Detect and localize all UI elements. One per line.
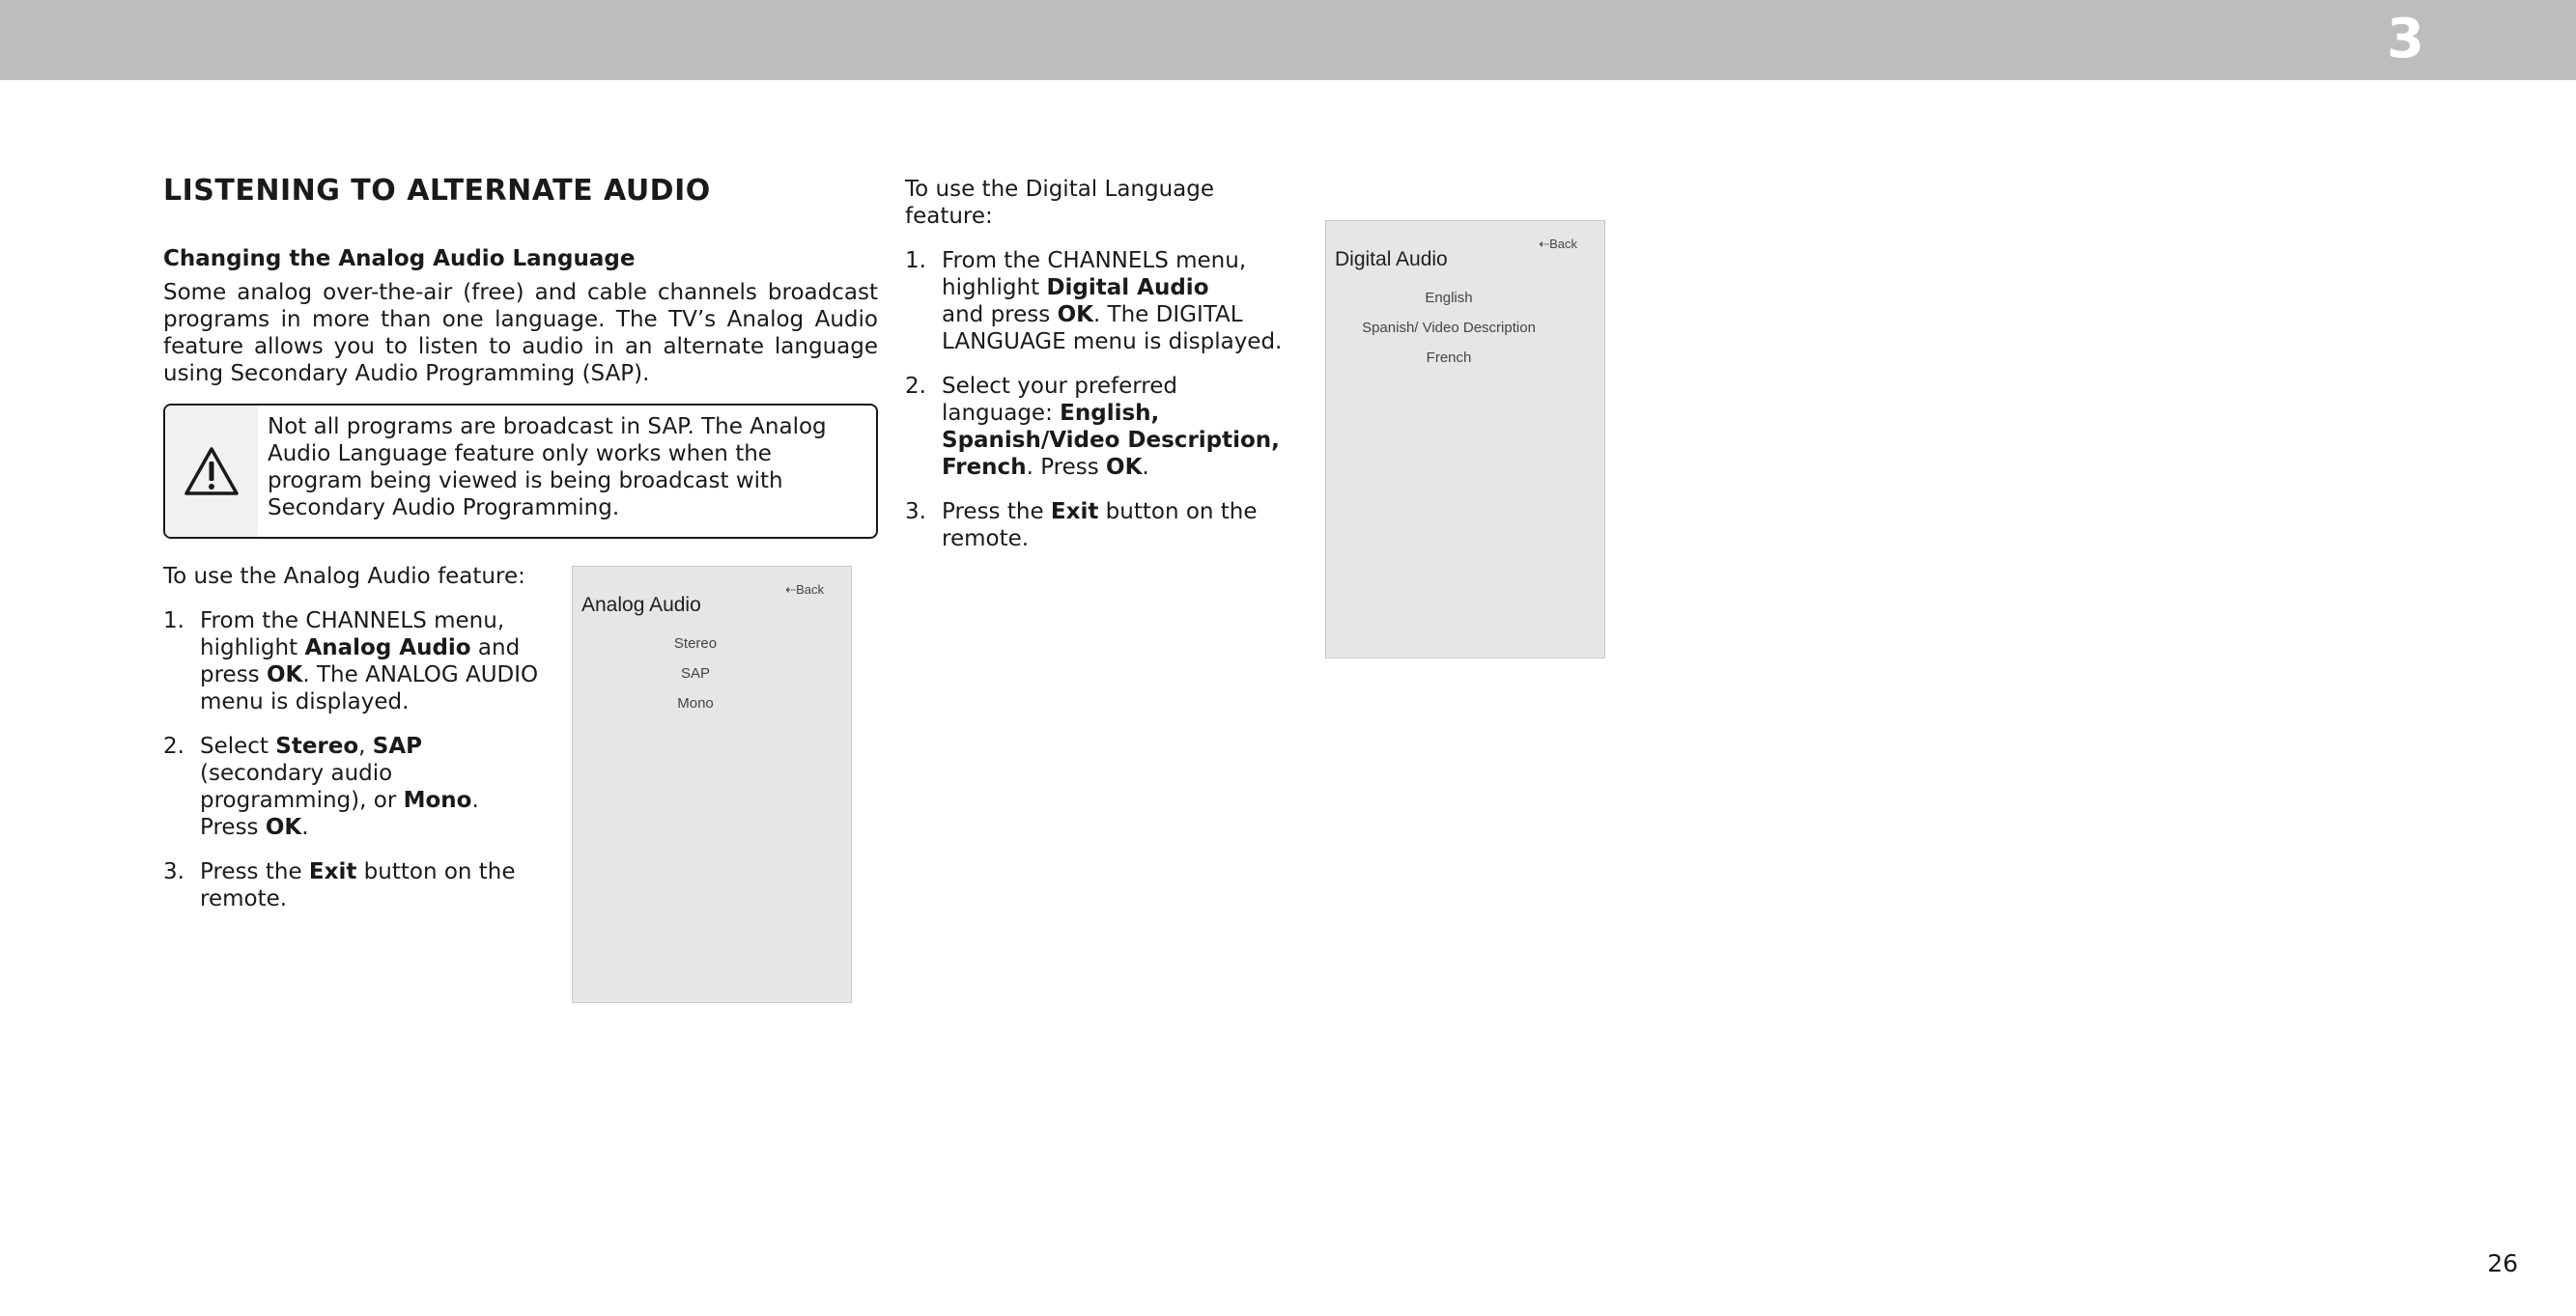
step-text: . Press [200,788,479,840]
menu-options [556,629,835,718]
step-bold: OK [265,815,302,840]
step-bold: Stereo [275,734,359,759]
step-number: 2. [905,374,926,399]
step-text: From the CHANNELS menu, highlight [200,608,505,660]
step-text: Select your preferred language: [942,374,1177,426]
list-item [163,858,540,912]
list-item [905,373,1291,481]
menu-back-label: ⇠Back [785,582,824,597]
menu-option-stereo: Stereo [673,635,718,652]
step-text: Press the [942,499,1051,524]
menu-option-french: French [1426,350,1472,366]
step-bold: Digital Audio [1046,275,1209,300]
step-bold: OK [1057,302,1093,327]
list-item [163,733,540,841]
step-bold: Exit [1050,499,1099,524]
step-text: . The ANALOG AUDIO menu is displayed. [200,662,539,714]
step-text: . The DIGITAL LANGUAGE menu is displayed. [942,302,1283,354]
analog-steps-list [163,607,540,912]
menu-option-mono: Mono [677,695,714,712]
step-text: . [301,815,309,840]
step-number: 3. [163,859,184,884]
digital-intro: To use the Digital Language feature: [905,177,1215,229]
menu-back-label: ⇠Back [1539,237,1577,251]
step-number: 2. [163,734,184,759]
menu-option-spanish-video-description: Spanish/ Video Description [1362,320,1536,336]
analog-intro: To use the Analog Audio feature: [163,564,525,589]
step-text: Press the [200,859,309,884]
digital-audio-menu-screenshot [1325,220,1605,658]
step-text: Select [200,734,276,759]
step-text: . [1142,455,1149,480]
chapter-number: 3 [2387,8,2424,70]
intro-paragraph: Some analog over-the-air (free) and cable channels broadcast programs in more than one language. The TV’s Analog Audio feature allows you to listen to audio in an alternate language using Secondary Audio Programming (SAP). [163,280,878,386]
step-number: 1. [163,608,184,633]
step-text: button on the remote. [942,499,1258,551]
menu-options [1310,283,1588,373]
chapter-header-band [0,0,2576,80]
step-text: , [358,734,373,759]
step-text: and press [200,635,521,687]
digital-steps-list [905,247,1291,552]
page-number: 26 [2487,1249,2518,1277]
step-bold: OK [1106,455,1143,480]
step-number: 3. [905,499,926,524]
step-text: and press [942,302,1058,327]
step-bold: SAP [372,734,423,759]
list-item [905,247,1291,355]
step-text: button on the remote. [200,859,516,911]
warning-callout [163,404,878,539]
menu-title: Digital Audio [1335,248,1448,270]
step-number: 1. [905,248,926,273]
step-bold: Exit [308,859,357,884]
warning-text: Not all programs are broadcast in SAP. The Analog Audio Language feature only works when the program being viewed is being broadcast with Secondary Audio Programming. [268,414,827,520]
step-bold: Mono [403,788,472,813]
step-bold: OK [266,662,303,687]
warning-triangle-icon [184,446,240,496]
right-column [905,176,1291,570]
menu-option-sap: SAP [680,665,710,682]
list-item [163,607,540,715]
step-bold: Analog Audio [304,635,471,660]
warning-icon-cell [165,406,258,537]
analog-audio-menu-screenshot [572,566,852,1003]
step-text: . Press [1026,455,1107,480]
list-item [905,498,1291,552]
menu-title: Analog Audio [581,594,701,616]
step-bold: English, Spanish/Video Description, French [942,401,1280,480]
subsection-heading: Changing the Analog Audio Language [163,246,636,271]
step-text: (secondary audio programming), or [200,761,404,813]
menu-option-english: English [1425,290,1473,306]
step-text: From the CHANNELS menu, highlight [942,248,1247,300]
section-heading: LISTENING TO ALTERNATE AUDIO [163,174,711,208]
